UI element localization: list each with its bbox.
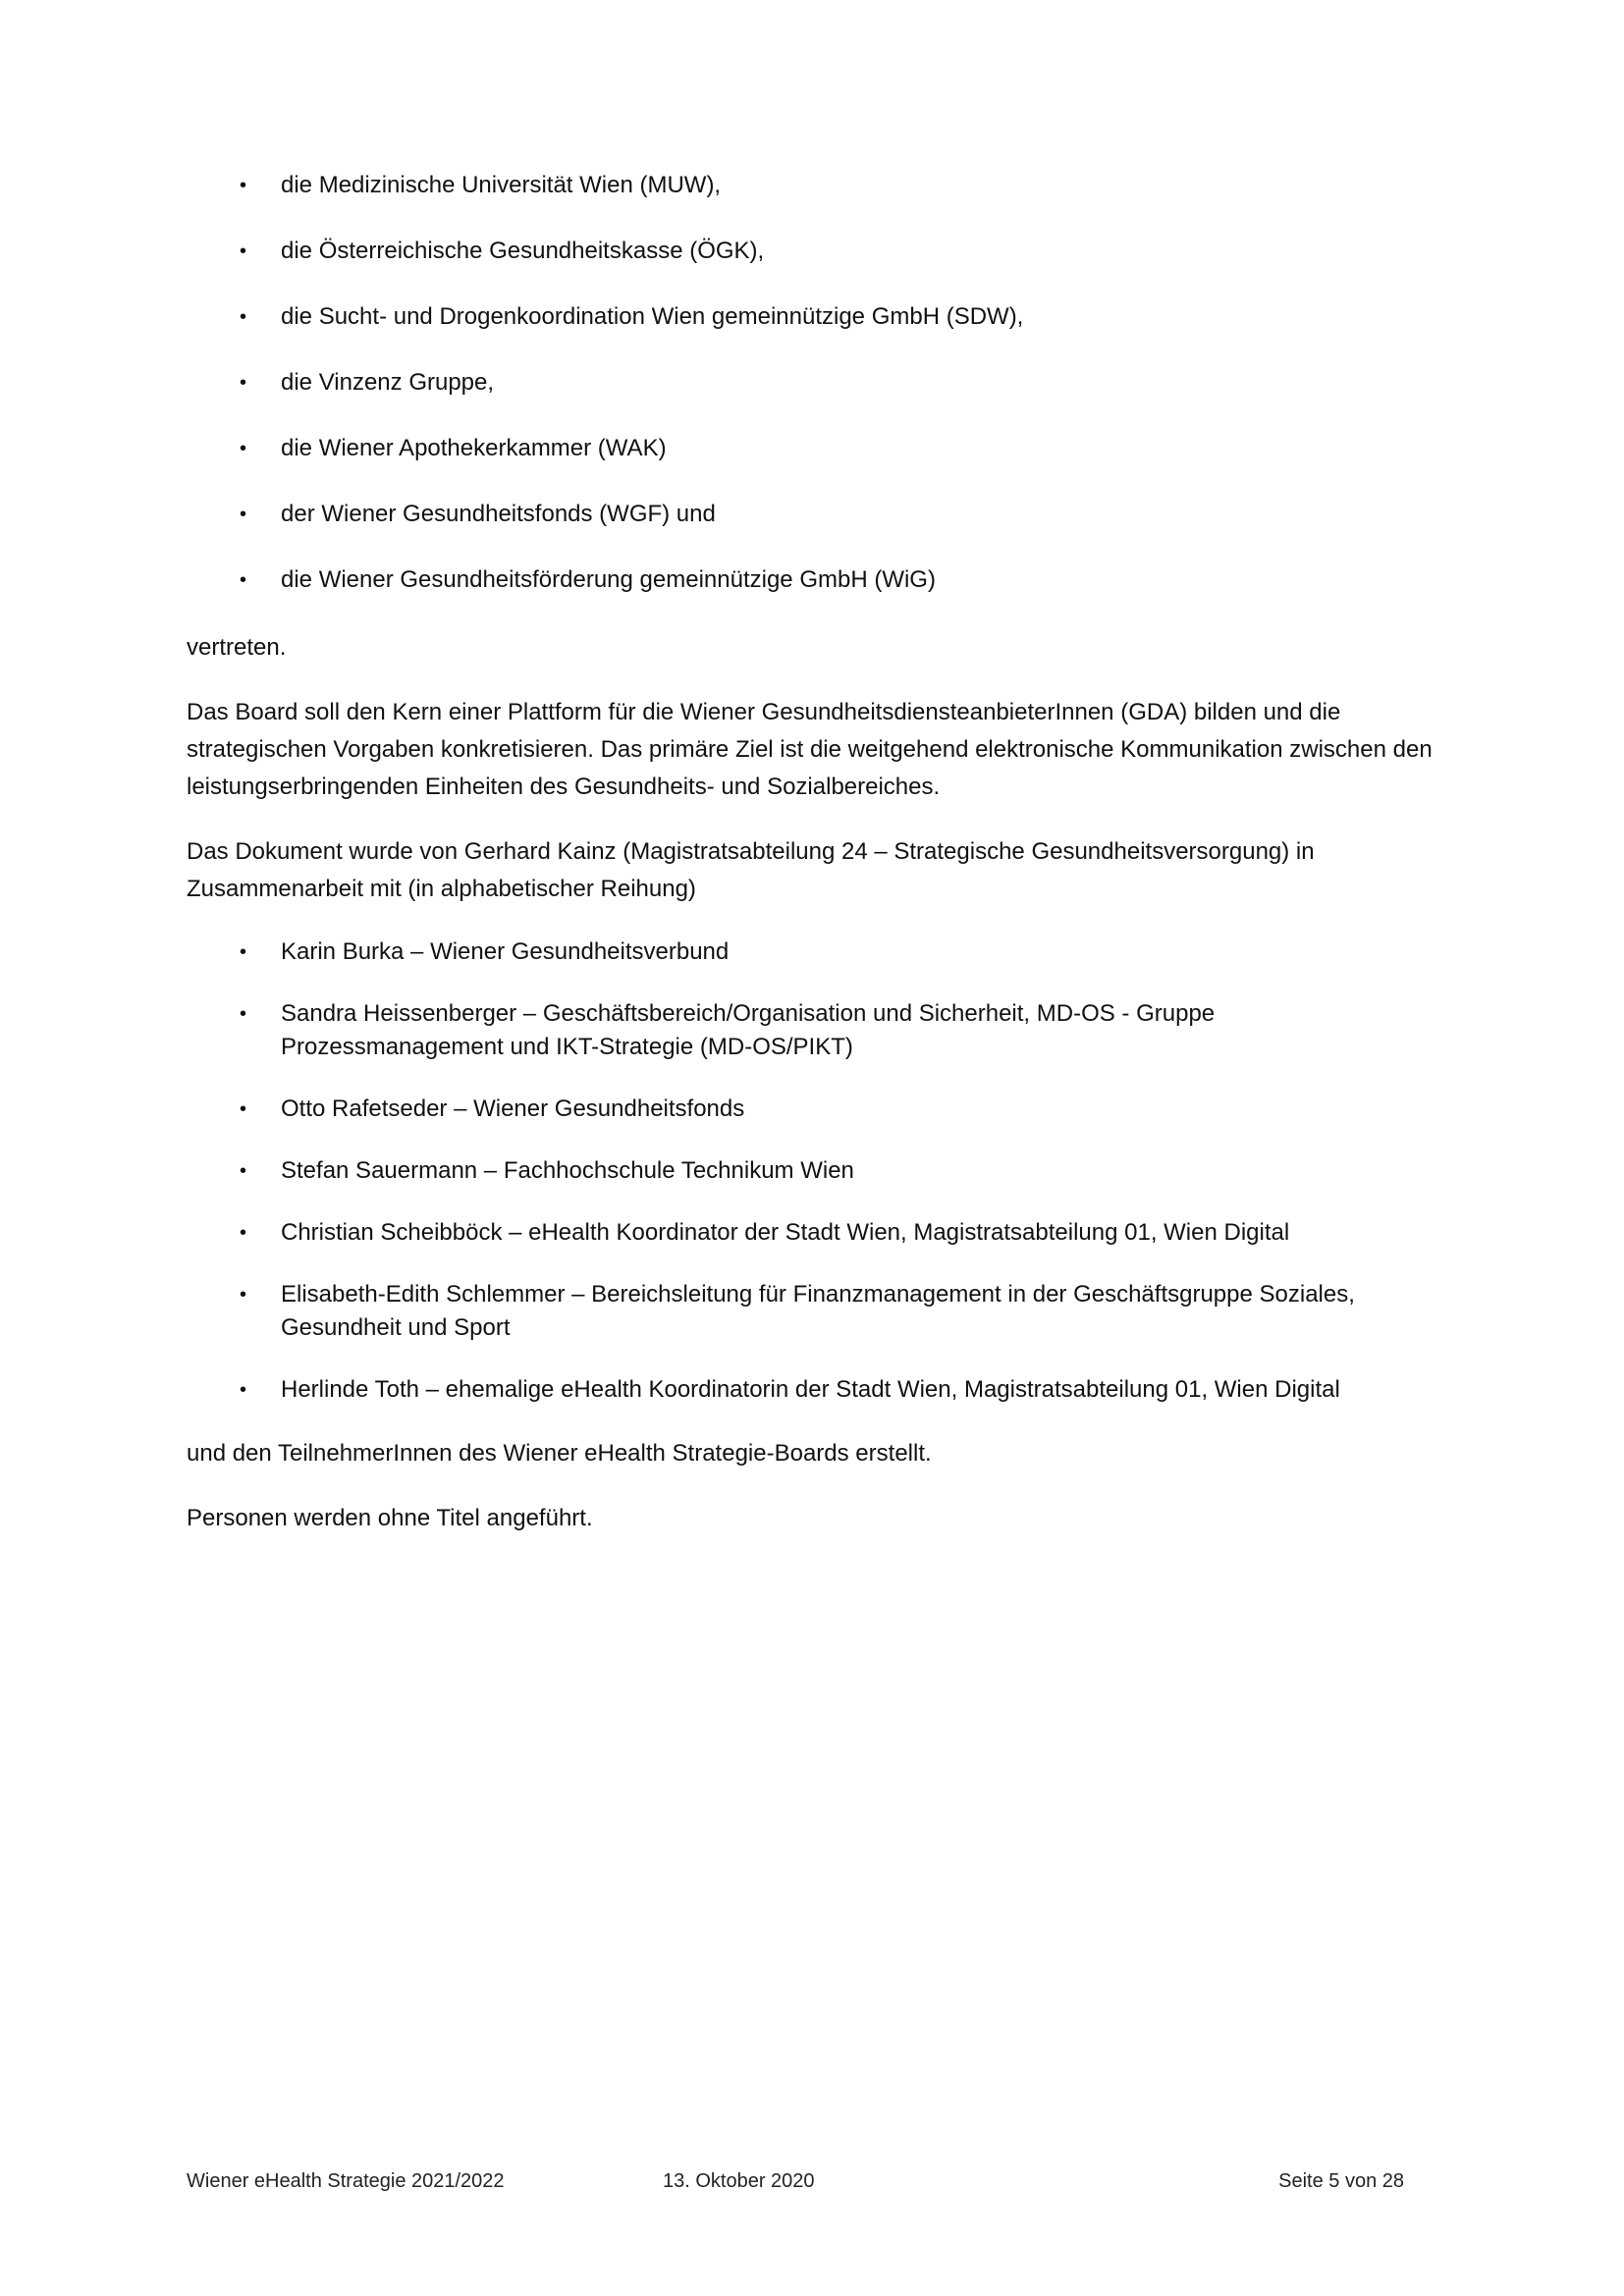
list-item: • Sandra Heissenberger – Geschäftsbereich/Organisation und Sicherheit, MD-OS - Gruppe Prozessmanagement und IKT-Strategie (MD-OS/PIKT)	[187, 997, 1434, 1064]
list-item: • Herlinde Toth – ehemalige eHealth Koordinatorin der Stadt Wien, Magistratsabteilung 01, Wien Digital	[187, 1373, 1434, 1407]
list-item: • die Vinzenz Gruppe,	[187, 366, 1434, 400]
list-item: • die Medizinische Universität Wien (MUW),	[187, 169, 1434, 202]
footer-title: Wiener eHealth Strategie 2021/2022	[187, 2170, 505, 2192]
list-item: • Christian Scheibböck – eHealth Koordinator der Stadt Wien, Magistratsabteilung 01, Wien Digital	[187, 1216, 1434, 1250]
list-item: • der Wiener Gesundheitsfonds (WGF) und	[187, 498, 1434, 531]
paragraph-teilnehmer: und den TeilnehmerInnen des Wiener eHealth Strategie-Boards erstellt.	[187, 1440, 932, 1467]
paragraph-vertreten: vertreten.	[187, 634, 287, 661]
contributors-list	[187, 935, 1434, 1407]
paragraph-dokument: Das Dokument wurde von Gerhard Kainz (Magistratsabteilung 24 – Strategische Gesundheitsversorgung) in Zusammenarbeit mit (in alphabetischer Reihung)	[187, 838, 1315, 902]
list-item: • die Wiener Gesundheitsförderung gemeinnützige GmbH (WiG)	[187, 563, 1434, 597]
page-content	[187, 169, 1434, 1565]
paragraph-board: Das Board soll den Kern einer Plattform für die Wiener GesundheitsdiensteanbieterInnen (GDA) bilden und die strategischen Vorgaben konkretisieren. Das primäre Ziel ist die weitgehend elektronische Kommunikation zwischen den leistungserbringenden Einheiten des Gesundheits- und Sozialbereiches.	[187, 699, 1433, 800]
institutions-list	[187, 169, 1434, 597]
list-item: • die Wiener Apothekerkammer (WAK)	[187, 432, 1434, 465]
page-footer	[187, 2170, 1404, 2200]
footer-date: 13. Oktober 2020	[663, 2170, 815, 2192]
footer-page-number: Seite 5 von 28	[1278, 2170, 1404, 2192]
list-item: • Otto Rafetseder – Wiener Gesundheitsfonds	[187, 1093, 1434, 1126]
list-item: • Stefan Sauermann – Fachhochschule Technikum Wien	[187, 1154, 1434, 1188]
paragraph-personen: Personen werden ohne Titel angeführt.	[187, 1505, 593, 1531]
list-item: • Karin Burka – Wiener Gesundheitsverbund	[187, 935, 1434, 969]
list-item: • die Österreichische Gesundheitskasse (ÖGK),	[187, 235, 1434, 268]
list-item: • Elisabeth-Edith Schlemmer – Bereichsleitung für Finanzmanagement in der Geschäftsgruppe Soziales, Gesundheit und Sport	[187, 1278, 1434, 1345]
list-item: • die Sucht- und Drogenkoordination Wien gemeinnützige GmbH (SDW),	[187, 300, 1434, 334]
